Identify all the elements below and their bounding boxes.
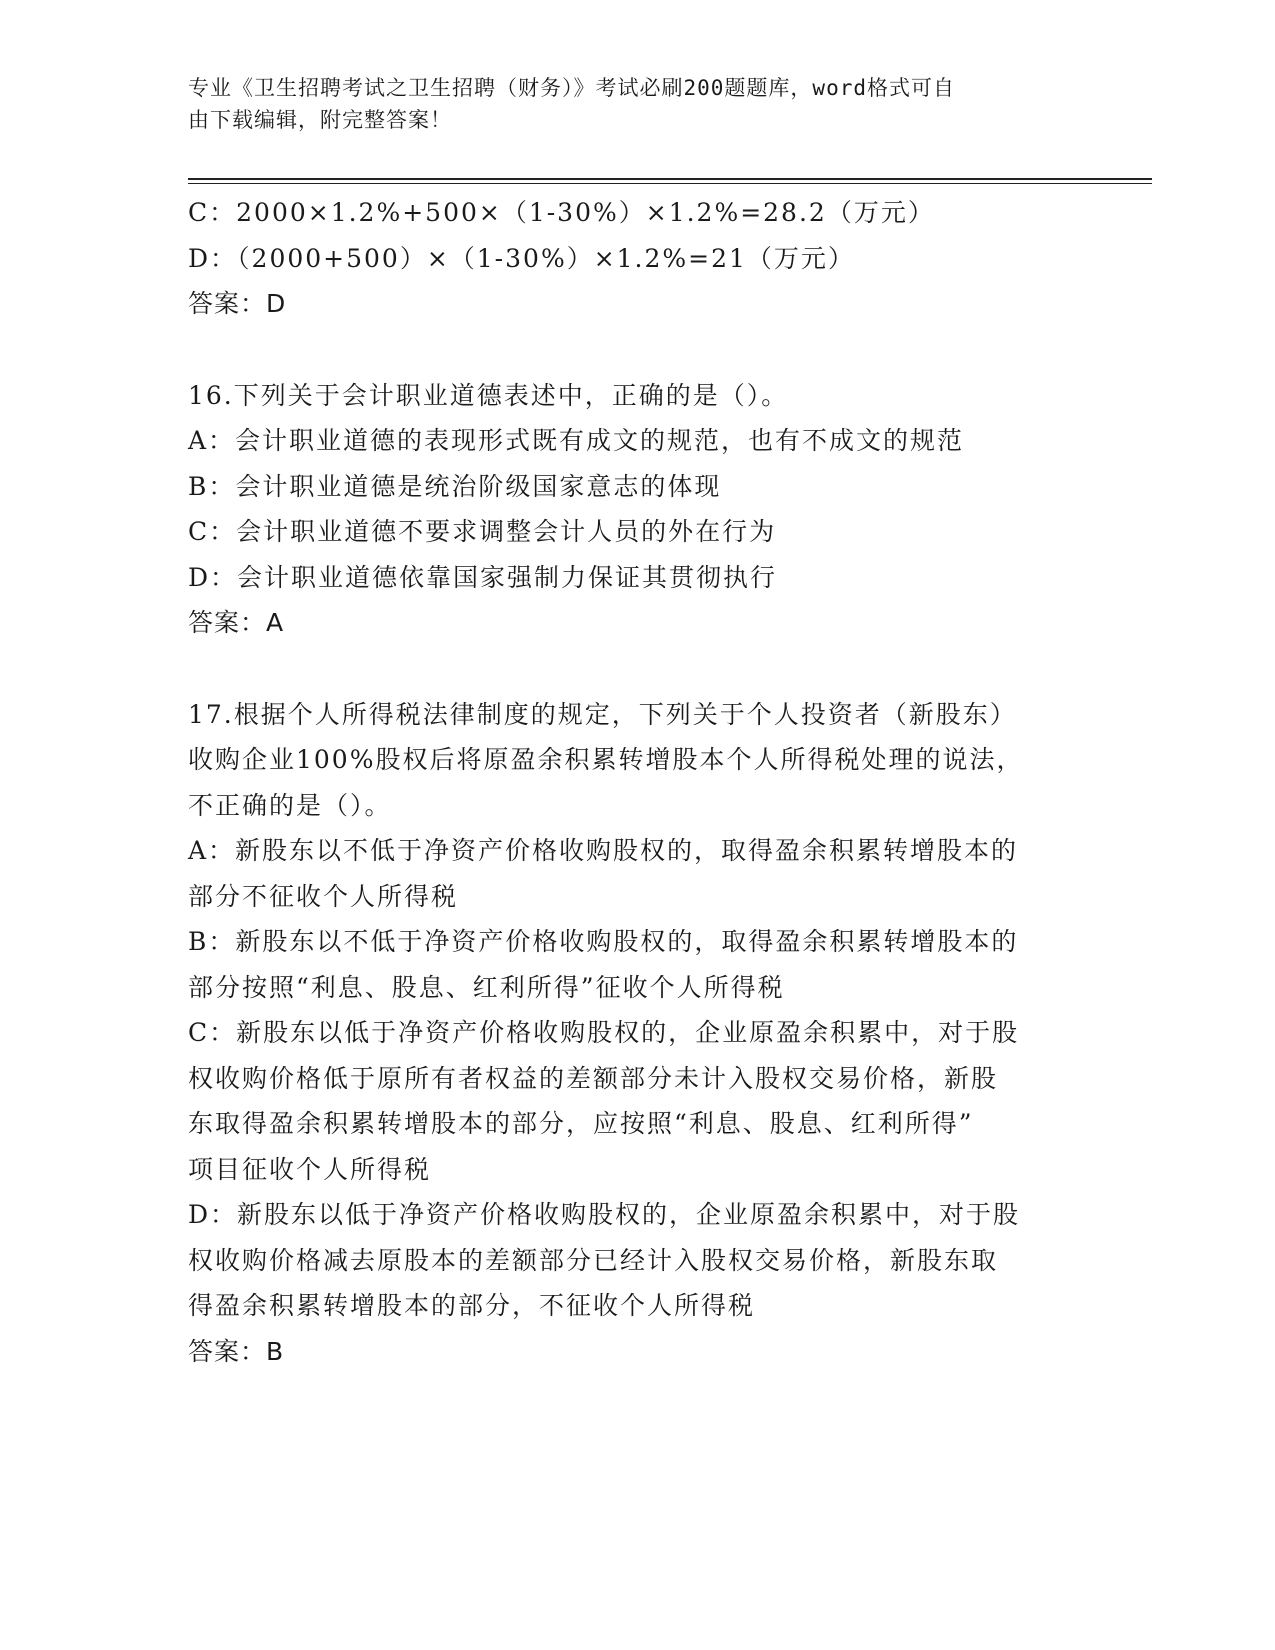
option-c: C：会计职业道德不要求调整会计人员的外在行为 bbox=[188, 517, 777, 546]
option-d: D：会计职业道德依靠国家强制力保证其贯彻执行 bbox=[188, 562, 778, 592]
option-d-line: D：新股东以低于净资产价格收购股权的，企业原盈余积累中，对于股 bbox=[188, 1200, 1021, 1229]
question-17 bbox=[188, 692, 1128, 1375]
question-stem-line: 不正确的是（）。 bbox=[188, 790, 392, 820]
spacer bbox=[188, 327, 1128, 373]
option-a-line: A：新股东以不低于净资产价格收购股权的，取得盈余积累转增股本的 bbox=[188, 836, 1019, 865]
question-stem-line: 17.根据个人所得税法律制度的规定，下列关于个人投资者（新股东） bbox=[188, 699, 1017, 729]
option-c-line: C：新股东以低于净资产价格收购股权的，企业原盈余积累中，对于股 bbox=[188, 1018, 1020, 1047]
option-b-line: B：新股东以不低于净资产价格收购股权的，取得盈余积累转增股本的 bbox=[188, 927, 1019, 956]
header-divider-thick bbox=[188, 178, 1152, 180]
answer: 答案：B bbox=[188, 1336, 285, 1366]
option-b: B：会计职业道德是统治阶级国家意志的体现 bbox=[188, 471, 722, 501]
option-a-line: 部分不征收个人所得税 bbox=[188, 881, 459, 911]
question-content bbox=[188, 190, 1128, 1374]
question-stem-line: 收购企业100%股权后将原盈余积累转增股本个人所得税处理的说法， bbox=[188, 745, 1024, 774]
header-line-2: 由下载编辑，附完整答案！ bbox=[188, 108, 452, 132]
option-a: A：会计职业道德的表现形式既有成文的规范，也有不成文的规范 bbox=[188, 426, 965, 455]
option-d: D：（2000+500）×（1-30%）×1.2%=21（万元） bbox=[188, 243, 855, 273]
header-line-1: 专业《卫生招聘考试之卫生招聘（财务）》考试必刷200题题库，word格式可自 bbox=[188, 76, 955, 100]
option-c-line: 权收购价格低于原所有者权益的差额部分未计入股权交易价格，新股 bbox=[188, 1063, 999, 1093]
option-b-line: 部分按照“利息、股息、红利所得”征收个人所得税 bbox=[188, 972, 785, 1002]
question-stem: 16.下列关于会计职业道德表述中，正确的是（）。 bbox=[188, 380, 789, 410]
answer: 答案：A bbox=[188, 608, 285, 637]
option-c-line: 项目征收个人所得税 bbox=[188, 1154, 432, 1184]
spacer bbox=[188, 646, 1128, 692]
document-header bbox=[188, 72, 1068, 136]
answer: 答案：D bbox=[188, 289, 287, 318]
option-c: C：2000×1.2%+500×（1-30%）×1.2%=28.2（万元） bbox=[188, 198, 935, 227]
option-d-line: 权收购价格减去原股本的差额部分已经计入股权交易价格，新股东取 bbox=[188, 1245, 999, 1275]
option-c-line: 东取得盈余积累转增股本的部分，应按照“利息、股息、红利所得” bbox=[188, 1109, 974, 1138]
option-d-line: 得盈余积累转增股本的部分，不征收个人所得税 bbox=[188, 1291, 756, 1320]
prev-question bbox=[188, 190, 1128, 327]
question-16 bbox=[188, 373, 1128, 646]
header-divider-thin bbox=[188, 183, 1152, 184]
